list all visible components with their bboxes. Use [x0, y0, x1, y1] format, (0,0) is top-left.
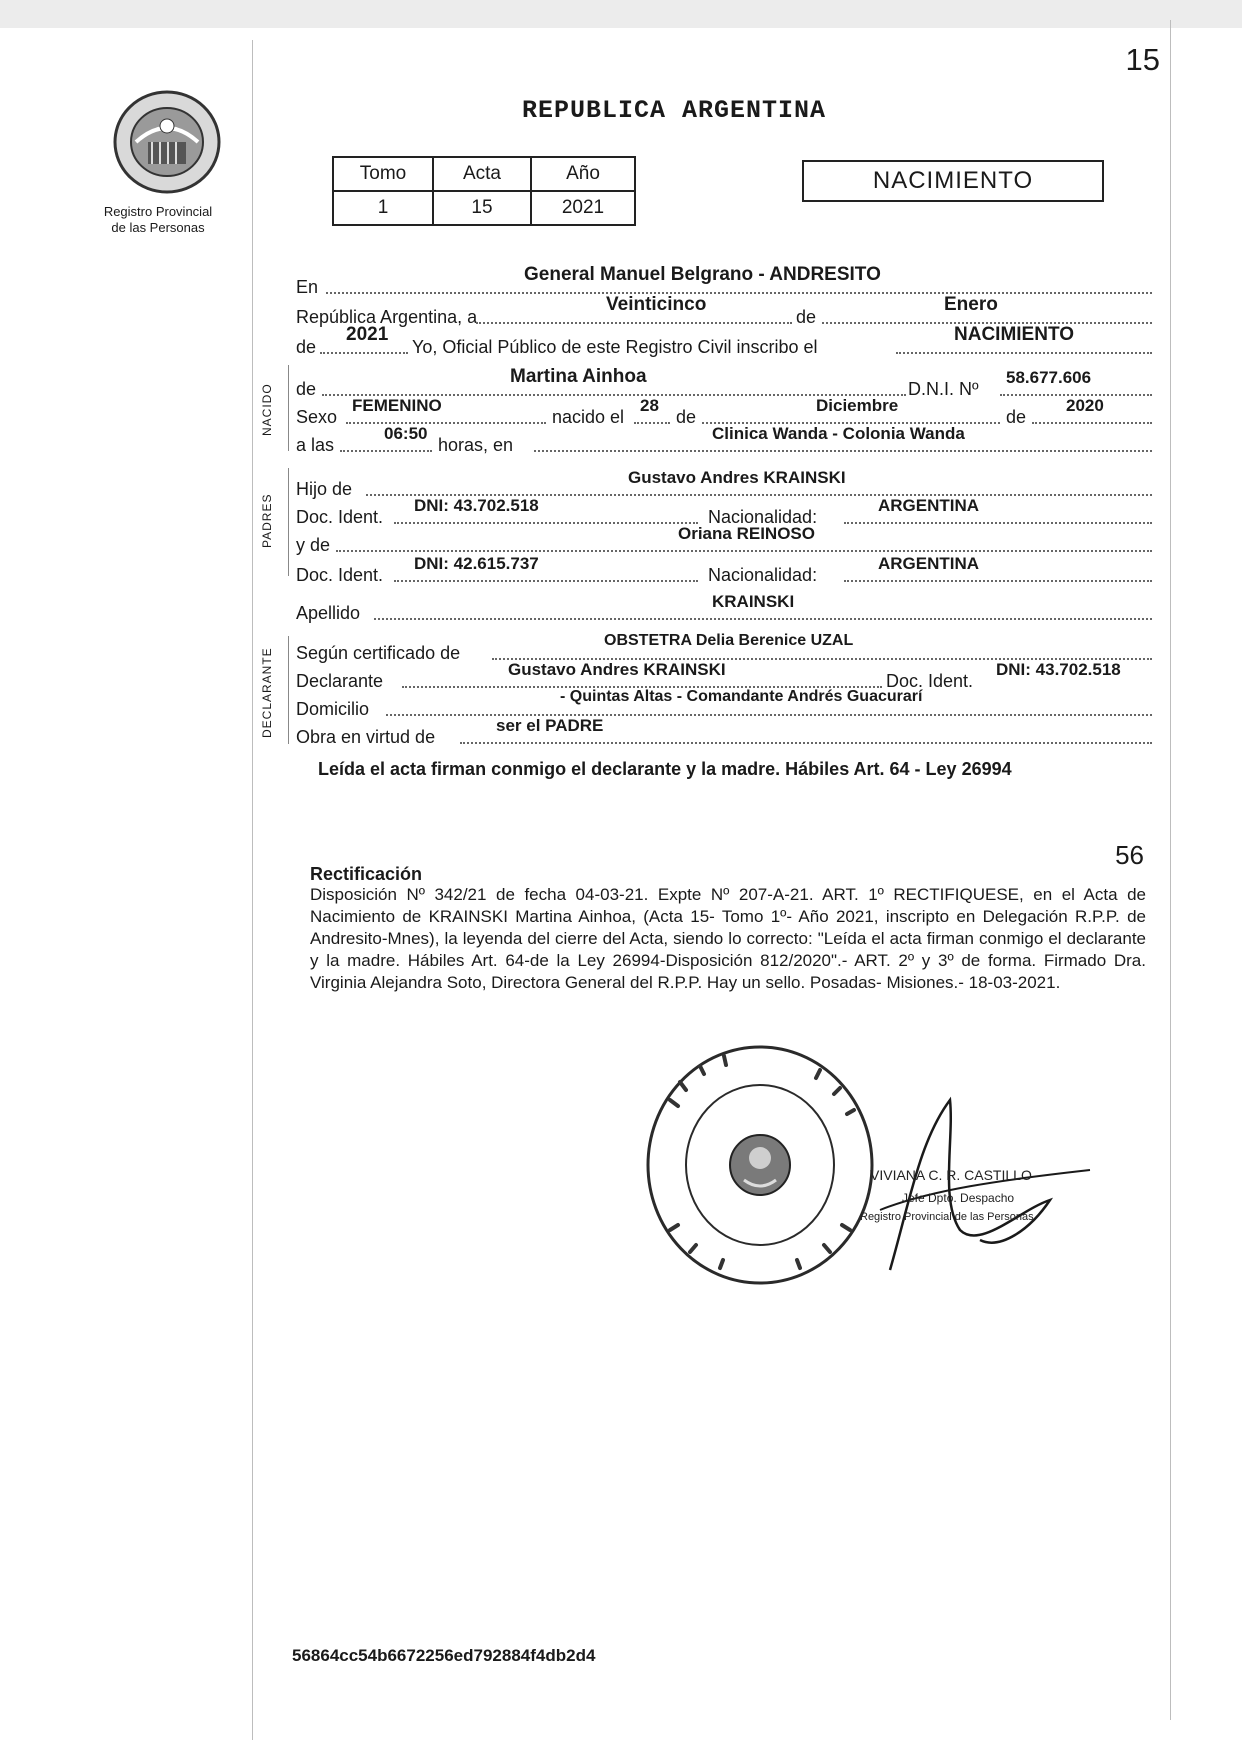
label-domicilio: Domicilio: [296, 699, 370, 719]
signature-role: Jefe Dpto. Despacho: [902, 1191, 1015, 1205]
misiones-coat-of-arms-logo: [108, 84, 226, 200]
value-nac-anio: 2020: [1066, 396, 1104, 415]
label-de-mes: de: [676, 407, 697, 427]
fold-line-right: [1170, 20, 1171, 1720]
document-hash: 56864cc54b6672256ed792884f4db2d4: [292, 1646, 596, 1665]
value-hora: 06:50: [384, 424, 428, 443]
label-nacionalidad-madre: Nacionalidad:: [708, 565, 818, 585]
label-doc-ident-madre: Doc. Ident.: [296, 565, 384, 585]
label-dni: D.N.I. Nº: [908, 379, 979, 399]
label-de: de: [796, 307, 817, 327]
label-sexo: Sexo: [296, 407, 338, 427]
value-padre: Gustavo Andres KRAINSKI: [628, 468, 846, 487]
signature-name: VIVIANA C. R. CASTILLO: [870, 1167, 1032, 1183]
value-apellido: KRAINSKI: [712, 592, 795, 611]
scan-top-shadow: [0, 0, 1242, 28]
value-dni: 58.677.606: [1006, 368, 1092, 387]
line-domicilio: [296, 688, 1152, 720]
value-nombre: Martina Ainhoa: [510, 366, 647, 387]
header-tomo: Tomo: [333, 157, 433, 191]
side-label-padres: PADRES: [260, 493, 274, 548]
side-label-nacido: NACIDO: [260, 383, 274, 436]
header-acta: Acta: [433, 157, 531, 191]
value-nac-dia: 28: [640, 396, 659, 415]
label-a-las: a las: [296, 435, 335, 455]
value-dia: Veinticinco: [606, 294, 707, 315]
value-sexo: FEMENINO: [352, 396, 442, 415]
record-table: [332, 156, 636, 226]
label-doc-ident: Doc. Ident.: [296, 507, 384, 527]
page-number: 15: [1125, 42, 1160, 77]
value-tomo: 1: [333, 191, 433, 225]
value-anio-acta: 2021: [346, 324, 389, 345]
label-apellido: Apellido: [296, 603, 361, 623]
label-republica: República Argentina, a: [296, 307, 478, 327]
line-en: [296, 264, 1152, 298]
label-declarante: Declarante: [296, 671, 384, 691]
value-madre-nac: ARGENTINA: [878, 554, 980, 573]
value-acta: 15: [433, 191, 531, 225]
label-horas-en: horas, en: [438, 435, 514, 455]
value-madre-doc: DNI: 42.615.737: [414, 554, 539, 573]
value-declarante-doc: DNI: 43.702.518: [996, 660, 1121, 679]
official-stamp: [640, 1040, 880, 1290]
line-obra: [296, 716, 1152, 748]
signature-org: Registro Provincial de las Personas: [860, 1211, 1034, 1223]
handwritten-signature: [850, 1080, 1110, 1280]
line-apellido: [296, 592, 1152, 624]
label-de-nombre: de: [296, 379, 317, 399]
logo-caption-line1: Registro Provincial: [103, 204, 213, 219]
document-title: REPUBLICA ARGENTINA: [522, 96, 827, 125]
side-label-declarante: DECLARANTE: [260, 647, 274, 738]
value-obra: ser el PADRE: [496, 716, 604, 735]
value-localidad: General Manuel Belgrano - ANDRESITO: [524, 264, 881, 285]
header-anio: Año: [531, 157, 635, 191]
value-certificado: OBSTETRA Delia Berenice UZAL: [604, 632, 854, 649]
rectificacion-title: Rectificación: [310, 864, 423, 884]
logo-caption-line2: de las Personas: [111, 220, 205, 235]
label-nacido-el: nacido el: [552, 407, 625, 427]
line-inscribo: [296, 324, 1152, 358]
value-lugar: Clinica Wanda - Colonia Wanda: [712, 424, 965, 443]
value-padre-nac: ARGENTINA: [878, 496, 980, 515]
value-inscribo: NACIMIENTO: [954, 324, 1074, 345]
label-de-anio: de: [296, 337, 317, 357]
label-oficial: Yo, Oficial Público de este Registro Civil inscribo el: [412, 337, 818, 357]
section-divider-nacido: [288, 365, 289, 451]
label-obra: Obra en virtud de: [296, 727, 436, 747]
label-hijo-de: Hijo de: [296, 479, 353, 499]
value-domicilio: - Quintas Altas - Comandante Andrés Guacurarí: [560, 688, 923, 705]
value-madre: Oriana REINOSO: [678, 524, 815, 543]
section-divider-declarante: [288, 636, 289, 744]
rectificacion-body: Disposición Nº 342/21 de fecha 04-03-21. Expte Nº 207-A-21. ART. 1º RECTIFIQUESE, en el Acta de Nacimiento de KRAINSKI Martina Ainhoa, (Acta 15- Tomo 1º- Año 2021, inscripto en Delegación R.P.P. de Andresito-Mnes), la leyenda del cierre del Acta, siendo lo correcto: "Leída el acta firman conmigo el declarante y la madre. Hábiles Art. 64-de la Ley 26994-Disposición 812/2020".- ART. 2º y 3º de forma. Firmado Dra. Virginia Alejandra Soto, Directora General del R.P.P. Hay un sello. Posadas- Misiones.- 18-03-2021.: [310, 885, 1146, 992]
label-de-anio-nac: de: [1006, 407, 1027, 427]
label-segun: Según certificado de: [296, 643, 461, 663]
fold-line-left: [252, 40, 253, 1740]
line-hora: [296, 424, 1152, 456]
label-en: En: [296, 277, 319, 297]
closing-note: Leída el acta firman conmigo el declarante y la madre. Hábiles Art. 64 - Ley 26994: [318, 759, 1012, 779]
line-madre-doc: [296, 554, 1152, 586]
value-anio: 2021: [531, 191, 635, 225]
value-mes: Enero: [944, 294, 998, 315]
record-type-box: NACIMIENTO: [802, 160, 1104, 202]
section-divider-padres: [288, 468, 289, 576]
logo-caption: [92, 204, 224, 236]
label-nacionalidad: Nacionalidad:: [708, 507, 818, 527]
label-y-de: y de: [296, 535, 331, 555]
label-doc-ident-declarante: Doc. Ident.: [886, 671, 974, 691]
value-declarante: Gustavo Andres KRAINSKI: [508, 660, 726, 679]
value-nac-mes: Diciembre: [816, 396, 899, 415]
value-padre-doc: DNI: 43.702.518: [414, 496, 539, 515]
margin-number: 56: [1115, 840, 1144, 870]
line-madre: [296, 524, 1152, 556]
